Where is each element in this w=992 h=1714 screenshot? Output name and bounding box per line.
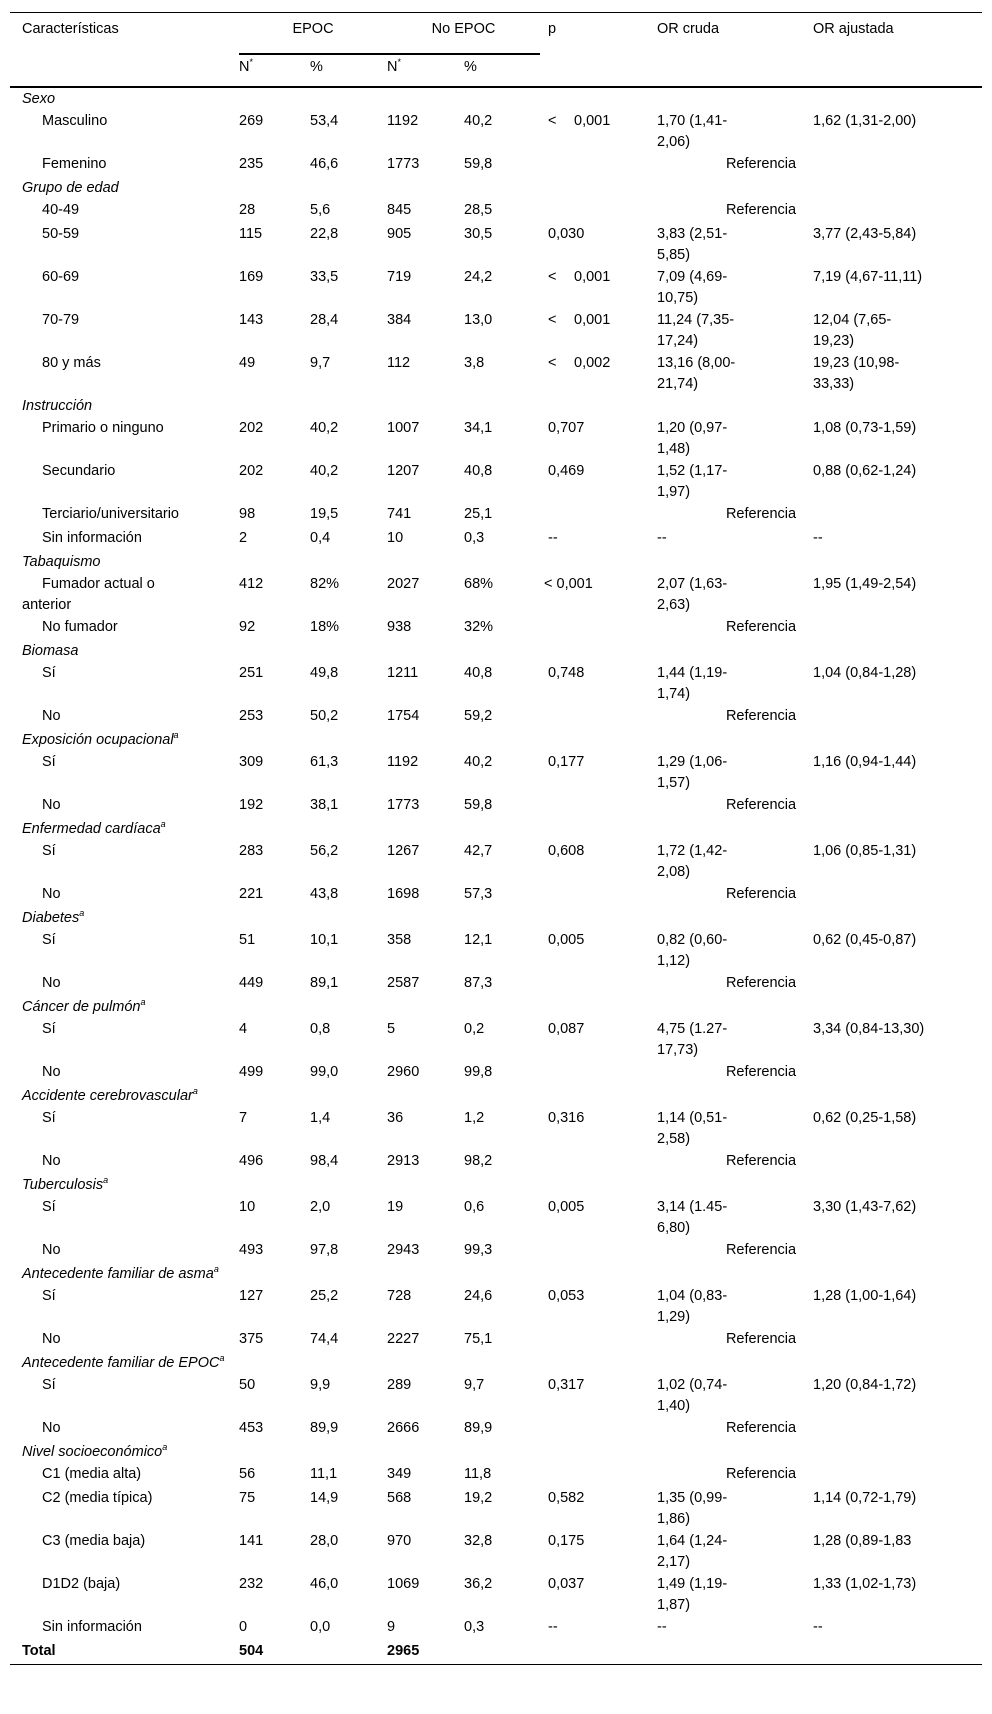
col-p: p (540, 13, 657, 55)
reference-label: Referencia (725, 1466, 797, 1482)
reference-label: Referencia (725, 975, 797, 991)
reference-label: Referencia (725, 1064, 797, 1080)
section-row (10, 1085, 982, 1107)
section-row (10, 1352, 982, 1374)
section-row (10, 996, 982, 1018)
reference-label: Referencia (725, 156, 797, 172)
section-row (10, 1441, 982, 1463)
table-row: No 449 89,1 2587 87,3 Referencia (10, 972, 982, 996)
reference-label: Referencia (725, 1153, 797, 1169)
section-row (10, 907, 982, 929)
table-row: Sí 4 0,8 5 0,2 0,087 4,75 (1.27- 17,73) 3,34 (0,84-13,30) (42, 1021, 925, 1058)
table-row: Primario o ninguno 202 40,2 1007 34,1 0,707 1,20 (0,97- 1,48) 1,08 (0,73-1,59) (42, 420, 917, 457)
header-row-1 (10, 13, 982, 55)
table-row: No 499 99,0 2960 99,8 Referencia (10, 1061, 982, 1085)
table-row: Sí 51 10,1 358 12,1 0,005 0,82 (0,60- 1,12) 0,62 (0,45-0,87) (42, 932, 917, 969)
table-row: C2 (media típica) 75 14,9 568 19,2 0,582 1,35 (0,99- 1,86) 1,14 (0,72-1,79) (42, 1490, 917, 1527)
table-row: Sí 7 1,4 36 1,2 0,316 1,14 (0,51- 2,58) 0,62 (0,25-1,58) (42, 1110, 917, 1147)
table-row: No 375 74,4 2227 75,1 Referencia (10, 1328, 982, 1352)
table-row: Sí 50 9,9 289 9,7 0,317 1,02 (0,74- 1,40) 1,20 (0,84-1,72) (42, 1377, 917, 1414)
reference-label: Referencia (725, 506, 797, 522)
table-row: 50-59 115 22,8 905 30,5 0,030 3,83 (2,51- 5,85) 3,77 (2,43-5,84) (42, 226, 917, 263)
section-label: Enfermedad cardíaca$^a$ (22, 819, 166, 837)
col-caracteristicas: Características (10, 13, 239, 55)
section-label: Diabetes$^a$ (22, 908, 85, 926)
reference-label: Referencia (725, 797, 797, 813)
data-table (10, 12, 982, 1665)
table-row: No fumador 92 18% 938 32% Referencia (10, 616, 982, 640)
col-epoc: EPOC (239, 13, 387, 55)
col-or-ajustada: OR ajustada (813, 13, 982, 55)
table-row: Secundario 202 40,2 1207 40,8 0,469 1,52 (1,17- 1,97) 0,88 (0,62-1,24) (42, 463, 917, 500)
table-row: No 253 50,2 1754 59,2 Referencia (10, 705, 982, 729)
section-label: Exposición ocupacional$^a$ (22, 730, 179, 748)
section-row (10, 395, 982, 417)
table-row: Sí 251 49,8 1211 40,8 0,748 1,44 (1,19- 1,74) 1,04 (0,84-1,28) (42, 665, 917, 702)
table-row: No 453 89,9 2666 89,9 Referencia (10, 1417, 982, 1441)
reference-label: Referencia (725, 619, 797, 635)
table-row: D1D2 (baja) 232 46,0 1069 36,2 0,037 1,49 (1,19- 1,87) 1,33 (1,02-1,73) (42, 1576, 917, 1613)
table-row: Sin información 0 0,0 9 0,3 -- -- -- (42, 1619, 823, 1635)
section-row (10, 1174, 982, 1196)
section-label: Antecedente familiar de EPOC$^a$ (22, 1353, 225, 1371)
reference-label: Referencia (725, 1420, 797, 1436)
table-row: Sí 309 61,3 1192 40,2 0,177 1,29 (1,06- 1,57) 1,16 (0,94-1,44) (42, 754, 917, 791)
section-label: Instrucción (22, 398, 93, 414)
table-row: No 221 43,8 1698 57,3 Referencia (10, 883, 982, 907)
total-row: Total 504 2965 (10, 1640, 982, 1665)
section-label: Cáncer de pulmón$^a$ (22, 997, 146, 1015)
table-row: Sí 283 56,2 1267 42,7 0,608 1,72 (1,42- 2,08) 1,06 (0,85-1,31) (42, 843, 917, 880)
section-label: Sexo (22, 91, 56, 107)
reference-label: Referencia (725, 202, 797, 218)
section-label: Tuberculosis$^a$ (22, 1175, 109, 1193)
reference-label: Referencia (725, 708, 797, 724)
col-pct-epoc: % (310, 54, 387, 87)
section-row (10, 87, 982, 110)
reference-label: Referencia (725, 1331, 797, 1347)
table-row: 40-49 28 5,6 845 28,5 Referencia (10, 199, 982, 223)
section-row (10, 640, 982, 662)
table-row: Sin información 2 0,4 10 0,3 -- -- -- (42, 530, 823, 546)
col-or-cruda: OR cruda (657, 13, 813, 55)
table-row: No 493 97,8 2943 99,3 Referencia (10, 1239, 982, 1263)
col-n-no-epoc: N* (387, 54, 464, 87)
table-row: 70-79 143 28,4 384 13,0 < 0,001 11,24 (7,35- 17,24) 12,04 (7,65- 19,23) (42, 312, 892, 349)
reference-label: Referencia (725, 1242, 797, 1258)
table-row: 60-69 169 33,5 719 24,2 < 0,001 7,09 (4,69- 10,75) 7,19 (4,67-11,11) (42, 269, 923, 306)
col-pct-no-epoc: % (464, 54, 540, 87)
header-row-2 (10, 54, 982, 87)
section-label: Tabaquismo (22, 554, 101, 570)
section-label: Grupo de edad (22, 180, 119, 196)
table-row: C1 (media alta) 56 11,1 349 11,8 Referencia (10, 1463, 982, 1487)
table-row: Fumador actual o anterior 412 82% 2027 68% < 0,001 2,07 (1,63- 2,63) 1,95 (1,49-2,54) (22, 576, 917, 613)
table-row: 80 y más 49 9,7 112 3,8 < 0,002 13,16 (8,00- 21,74) 19,23 (10,98- 33,33) (42, 355, 900, 392)
section-row (10, 729, 982, 751)
reference-label: Referencia (725, 886, 797, 902)
section-row (10, 551, 982, 573)
table-row: Terciario/universitario 98 19,5 741 25,1 Referencia (10, 503, 982, 527)
section-label: Antecedente familiar de asma$^a$ (22, 1264, 219, 1282)
table-row: No 496 98,4 2913 98,2 Referencia (10, 1150, 982, 1174)
col-no-epoc: No EPOC (387, 13, 540, 55)
table-row: Sí 127 25,2 728 24,6 0,053 1,04 (0,83- 1,29) 1,28 (1,00-1,64) (42, 1288, 917, 1325)
table-row: No 192 38,1 1773 59,8 Referencia (10, 794, 982, 818)
section-label: Biomasa (22, 643, 79, 659)
table-row: Masculino 269 53,4 1192 40,2 < 0,001 1,70 (1,41- 2,06) 1,62 (1,31-2,00) (42, 113, 917, 150)
table-row: C3 (media baja) 141 28,0 970 32,8 0,175 1,64 (1,24- 2,17) 1,28 (0,89-1,83 (42, 1533, 912, 1570)
section-row (10, 177, 982, 199)
table-row: Femenino 235 46,6 1773 59,8 Referencia (10, 153, 982, 177)
section-label: Accidente cerebrovascular$^a$ (22, 1086, 198, 1104)
table-row: Sí 10 2,0 19 0,6 0,005 3,14 (1.45- 6,80) 3,30 (1,43-7,62) (42, 1199, 917, 1236)
col-n-epoc: N* (239, 54, 310, 87)
section-row (10, 818, 982, 840)
section-label: Nivel socioeconómico$^a$ (22, 1442, 168, 1460)
section-row (10, 1263, 982, 1285)
